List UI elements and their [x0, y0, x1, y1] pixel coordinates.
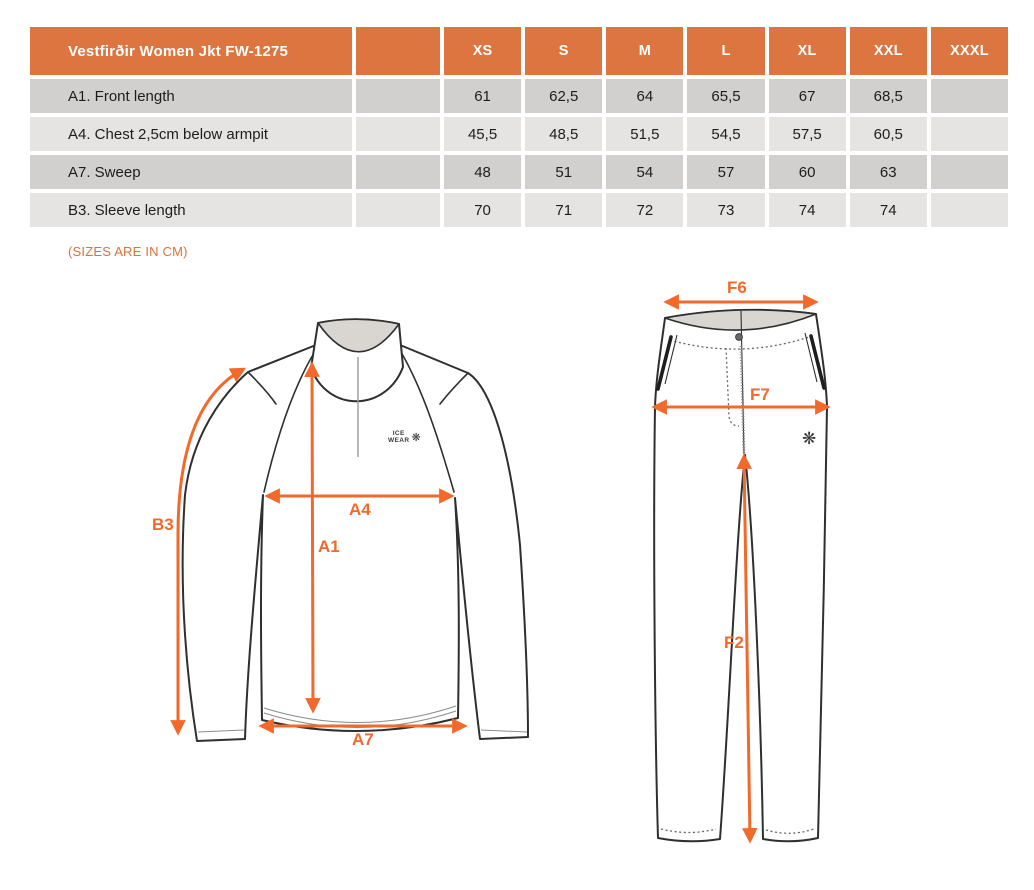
logo-line-1: ICE — [392, 430, 405, 437]
dim-label-f6: F6 — [727, 278, 747, 297]
row-label: A7. Sweep — [30, 155, 352, 189]
table-header-spacer — [356, 27, 440, 75]
a1-arrow — [312, 366, 313, 709]
table-row — [30, 193, 1008, 227]
dim-label-a7: A7 — [352, 730, 374, 749]
f2-arrow — [744, 458, 750, 839]
table-row — [30, 155, 1008, 189]
cell-value: 63 — [850, 155, 927, 189]
cell-value: 71 — [525, 193, 602, 227]
jacket-body — [183, 319, 528, 741]
row-label: A4. Chest 2,5cm below armpit — [30, 117, 352, 151]
cell-value — [931, 79, 1008, 113]
size-col-header-l: L — [687, 27, 764, 75]
jacket-drawing — [130, 295, 610, 775]
pants-drawing — [625, 278, 915, 875]
cell-value — [931, 117, 1008, 151]
cell-value: 57,5 — [769, 117, 846, 151]
row-label: B3. Sleeve length — [30, 193, 352, 227]
size-col-header-xl: XL — [769, 27, 846, 75]
cell-value: 64 — [606, 79, 683, 113]
row-spacer — [356, 117, 440, 151]
cell-value: 62,5 — [525, 79, 602, 113]
dim-label-f2: F2 — [724, 633, 744, 652]
table-row — [30, 117, 1008, 151]
cell-value: 48,5 — [525, 117, 602, 151]
cell-value: 51 — [525, 155, 602, 189]
snowflake-icon: ❋ — [802, 429, 817, 449]
cell-value: 68,5 — [850, 79, 927, 113]
logo-line-2: WEAR — [388, 437, 410, 445]
cell-value: 72 — [606, 193, 683, 227]
size-col-header-xxxl: XXXL — [931, 27, 1008, 75]
size-col-header-m: M — [606, 27, 683, 75]
cell-value: 54,5 — [687, 117, 764, 151]
cell-value: 67 — [769, 79, 846, 113]
dim-label-f7: F7 — [750, 385, 770, 404]
size-col-header-xs: XS — [444, 27, 521, 75]
size-col-header-xxl: XXL — [850, 27, 927, 75]
cell-value: 74 — [769, 193, 846, 227]
cell-value: 73 — [687, 193, 764, 227]
cell-value: 60,5 — [850, 117, 927, 151]
cell-value — [931, 193, 1008, 227]
row-spacer — [356, 79, 440, 113]
table-header-row — [30, 27, 1008, 75]
row-spacer — [356, 193, 440, 227]
icewear-logo-text — [388, 430, 409, 444]
cell-value: 61 — [444, 79, 521, 113]
cell-value: 74 — [850, 193, 927, 227]
row-label: A1. Front length — [30, 79, 352, 113]
pants-body — [654, 310, 827, 841]
dim-label-b3: B3 — [152, 515, 174, 534]
cell-value: 45,5 — [444, 117, 521, 151]
cell-value: 60 — [769, 155, 846, 189]
dim-label-a1: A1 — [318, 537, 340, 556]
cell-value: 48 — [444, 155, 521, 189]
size-col-header-s: S — [525, 27, 602, 75]
dim-label-a4: A4 — [349, 500, 371, 519]
sizes-note: (SIZES ARE IN CM) — [68, 244, 188, 259]
pants-button — [736, 334, 743, 341]
cell-value — [931, 155, 1008, 189]
icewear-logo — [388, 430, 421, 444]
table-title: Vestfirðir Women Jkt FW-1275 — [30, 27, 352, 75]
cell-value: 65,5 — [687, 79, 764, 113]
cell-value: 54 — [606, 155, 683, 189]
row-spacer — [356, 155, 440, 189]
size-table — [30, 27, 1008, 231]
cell-value: 70 — [444, 193, 521, 227]
cell-value: 51,5 — [606, 117, 683, 151]
table-row — [30, 79, 1008, 113]
cell-value: 57 — [687, 155, 764, 189]
snowflake-icon: ❋ — [411, 430, 421, 444]
